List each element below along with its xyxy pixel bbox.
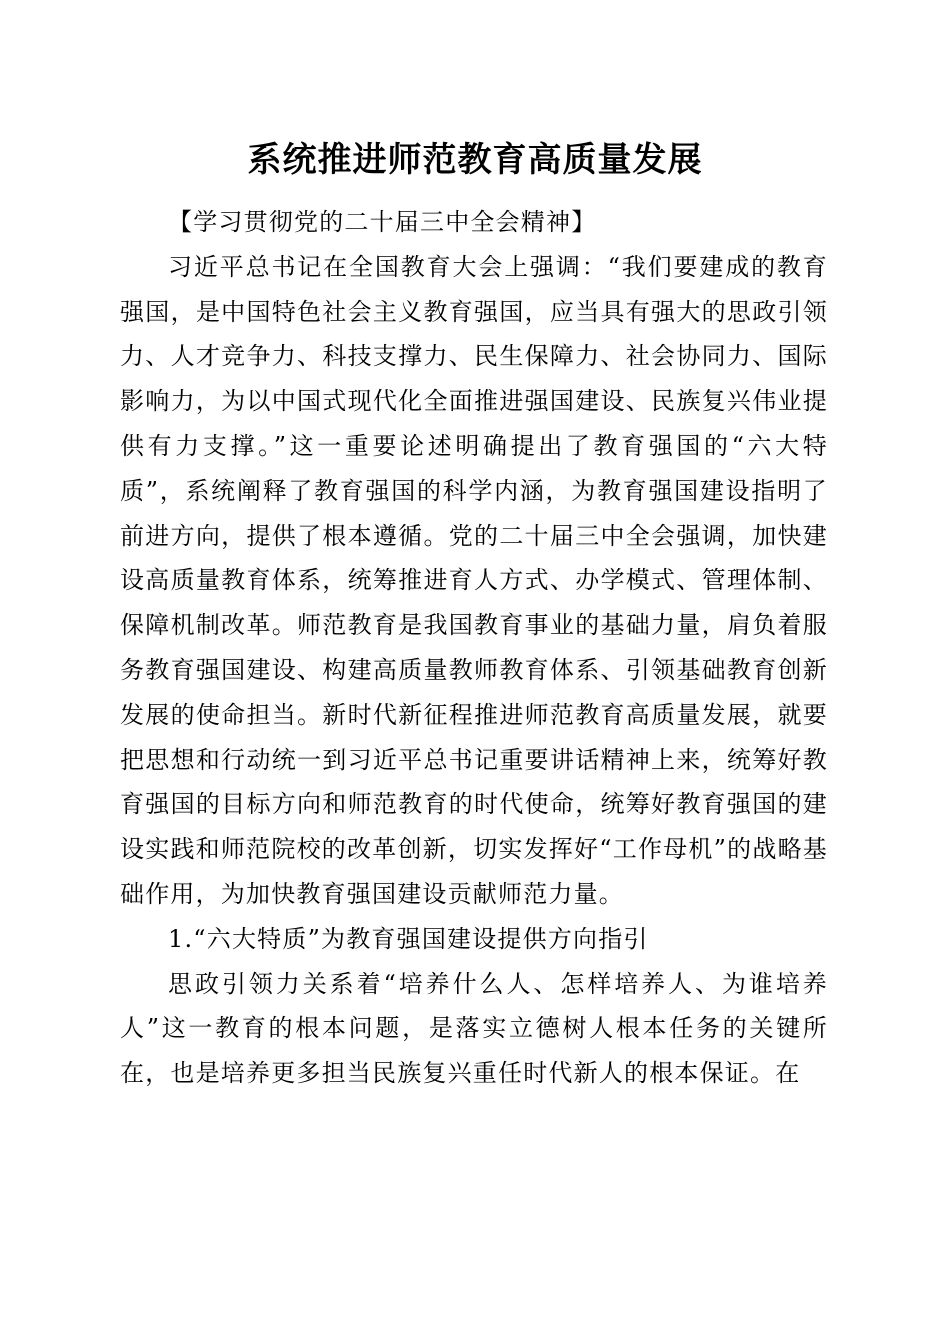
body-paragraph: 思政引领力关系着“培养什么人、怎样培养人、为谁培养人”这一教育的根本问题，是落实立德树人根本任务的关键所在，也是培养更多担当民族复兴重任时代新人的根本保证。在 [120, 969, 828, 1088]
subheading-paragraph: 【学习贯彻党的二十届三中全会精神】 [168, 208, 597, 236]
document-body [120, 200, 828, 1096]
section-heading: 1.“六大特质”为教育强国建设提供方向指引 [168, 924, 649, 953]
document-title: 系统推进师范教育高质量发展 [247, 140, 703, 180]
body-paragraph: 习近平总书记在全国教育大会上强调：“我们要建成的教育强国，是中国特色社会主义教育强国，应当具有强大的思政引领力、人才竞争力、科技支撑力、民生保障力、社会协同力、国际影响力，为以中国式现代化全面推进强国建设、民族复兴伟业提供有力支撑。”这一重要论述明确提出了教育强国的“六大特质”，系统阐释了教育强国的科学内涵，为教育强国建设指明了前进方向，提供了根本遵循。党的二十届三中全会强调，加快建设高质量教育体系，统筹推进育人方式、办学模式、管理体制、保障机制改革。师范教育是我国教育事业的基础力量，肩负着服务教育强国建设、构建高质量教师教育体系、引领基础教育创新发展的使命担当。新时代新征程推进师范教育高质量发展，就要把思想和行动统一到习近平总书记重要讲话精神上来，统筹好教育强国的目标方向和师范教育的时代使命，统筹好教育强国的建设实践和师范院校的改革创新，切实发挥好“工作母机”的战略基础作用，为加快教育强国建设贡献师范力量。 [120, 252, 828, 908]
